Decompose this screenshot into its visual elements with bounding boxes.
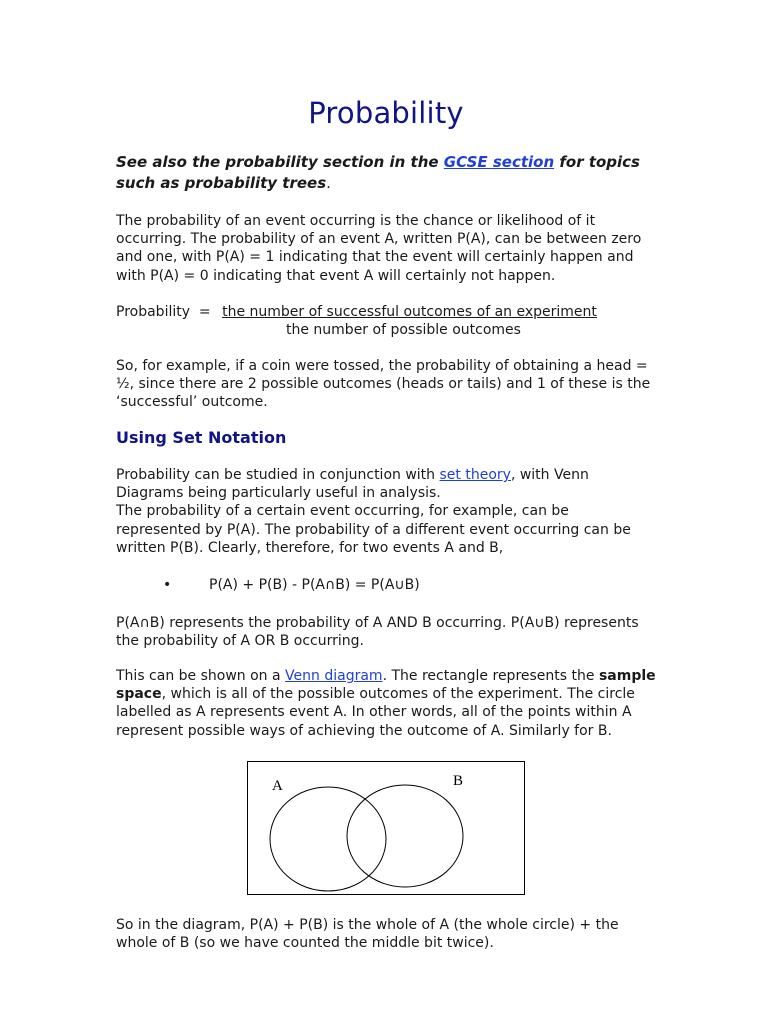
venn-diagram-link[interactable]: Venn diagram [285,668,383,684]
coin-example-paragraph: So, for example, if a coin were tossed, the probability of obtaining a head = ½, since there are 2 possible outcomes (heads or tails) and 1 of these is the ‘successful’ outcome. [116,358,651,411]
formula-lhs: Probability = [116,304,216,320]
set-theory-paragraph [116,466,656,557]
set-theory-text-after: , with Venn Diagrams being particularly useful in analysis. [116,467,589,502]
formula-denominator: the number of possible outcomes [286,322,521,338]
definition-paragraph: The probability of an event occurring is the chance or likelihood of it occurring. The probability of an event A, written P(A), can be between zero and one, with P(A) = 1 indicating that the event will certainly happen and with P(A) = 0 indicating that event A will certainly not happen. [116,213,642,284]
set-theory-text-before: Probability can be studied in conjunction with [116,467,440,483]
intro-text-before: See also the probability section in the [116,153,444,171]
bullet-marker: • [163,577,172,593]
venn-diagram [247,761,525,895]
set-b-label: B [453,773,464,789]
formula-numerator-line [116,303,597,321]
intro-note [116,152,656,194]
formula-numerator: the number of successful outcomes of an experiment [222,304,597,320]
venn-text-middle: . The rectangle represents the [382,668,599,684]
set-theory-link[interactable]: set theory [439,467,511,483]
venn-text-before: This can be shown on a [116,668,286,684]
venn-explanation-paragraph [116,667,656,740]
sample-space-rectangle [248,762,525,895]
set-theory-text-rest: The probability of a certain event occurring, for example, can be represented by P(A). The probability of a different event occurring can be written P(B). Clearly, therefore, for two events A and B, [116,503,631,556]
venn-text-after: , which is all of the possible outcomes of the experiment. The circle labelled as A represents event A. In other words, all of the points within A represent possible ways of achieving the outcome of A. Similarly for B. [116,686,635,739]
section-heading-set-notation: Using Set Notation [116,428,287,447]
gcse-section-link[interactable]: GCSE section [443,153,555,171]
diagram-conclusion-paragraph: So in the diagram, P(A) + P(B) is the whole of A (the whole circle) + the whole of B (so we have counted the middle bit twice). [116,917,619,952]
union-formula: P(A) + P(B) - P(A∩B) = P(A∪B) [209,577,420,593]
intersection-union-paragraph: P(A∩B) represents the probability of A AND B occurring. P(A∪B) represents the probability of A OR B occurring. [116,615,639,650]
sample-space-term: sample space [116,668,656,703]
set-a-label: A [272,778,283,794]
intro-text-end: . [326,174,331,192]
page-title: Probability [308,96,464,130]
intro-text-after: for topics such as probability trees [116,153,640,192]
